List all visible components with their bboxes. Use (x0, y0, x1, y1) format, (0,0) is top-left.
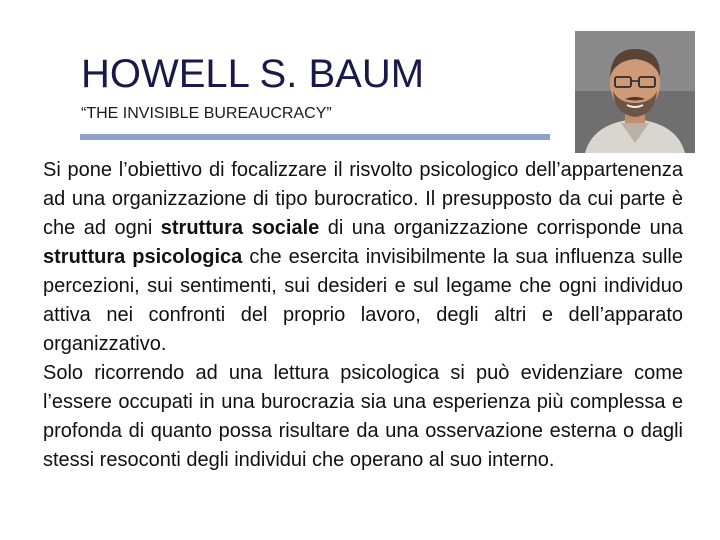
portrait-photo (575, 31, 695, 153)
slide-body (43, 156, 683, 475)
bold-term-struttura-sociale: struttura sociale (160, 217, 320, 239)
portrait-icon (575, 31, 695, 153)
slide-subtitle: “THE INVISIBLE BUREAUCRACY” (81, 105, 332, 122)
paragraph-text: Si pone l’obiettivo di focalizzare il risvolto psicologico dell’appartenenza ad una organizzazione di tipo burocratico. Il presupposto da cui parte è che ad ogni (43, 159, 683, 239)
body-paragraph-1 (43, 156, 683, 359)
body-paragraph-2: Solo ricorrendo ad una lettura psicologica si può evidenziare come l’essere occupati in una burocrazia sia una esperienza più complessa e profonda di quanto possa risultare da una osservazione esterna o dagli stessi resoconti degli individui che operano al suo interno. (43, 362, 683, 471)
slide-title: HOWELL S. BAUM (81, 52, 425, 96)
title-underline (80, 134, 550, 140)
paragraph-text: di una organizzazione corrisponde una (319, 217, 684, 239)
bold-term-struttura-psicologica: struttura psicologica (43, 246, 243, 268)
paragraph-text: che esercita invisibilmente la sua influenza sulle percezioni, sui sentimenti, sui desideri e sul legame che ogni individuo attiva nei confronti del proprio lavoro, degli altri e dell’apparato organizzativo. (43, 246, 683, 355)
